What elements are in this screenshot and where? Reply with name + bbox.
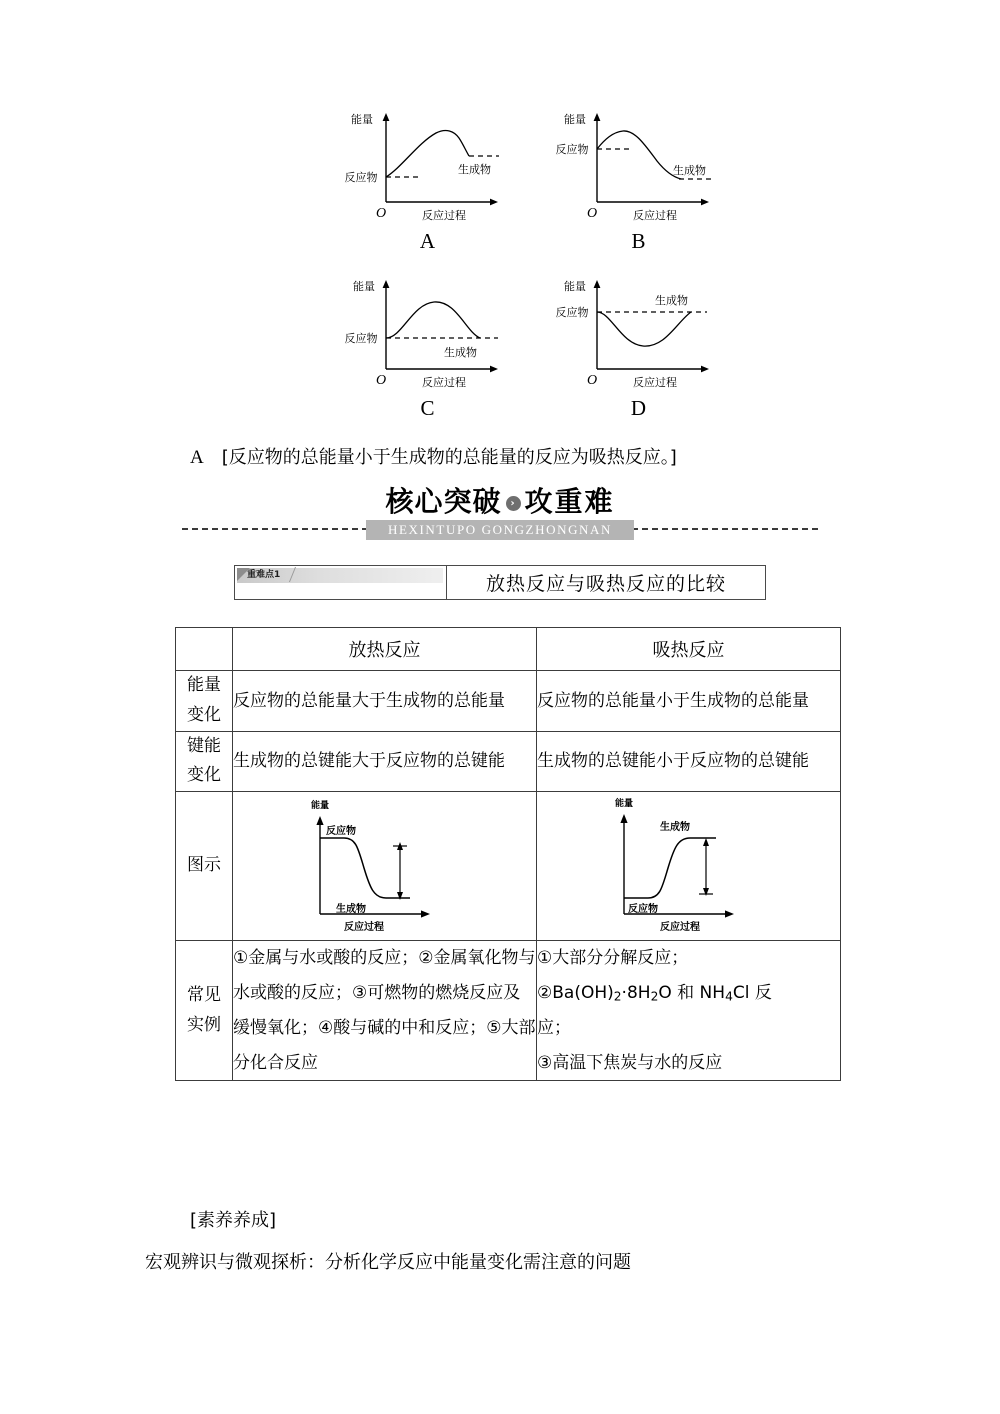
option-cell-a bbox=[340, 105, 515, 264]
cell-bond-energy-endo: 生成物的总键能小于反应物的总键能 bbox=[537, 731, 841, 792]
subheading-badge-cell bbox=[235, 566, 447, 599]
header-blank bbox=[176, 628, 233, 671]
banner-title-part2: 攻重难 bbox=[524, 485, 615, 518]
energy-diagram-b bbox=[551, 105, 726, 225]
formula-mid: ·8H bbox=[621, 982, 651, 1003]
banner-pinyin: HEXINTUPO GONGZHONGNAN bbox=[366, 520, 634, 540]
subheading-title: 放热反应与吸热反应的比较 bbox=[485, 573, 726, 595]
chevron-right-icon: › bbox=[506, 496, 521, 511]
banner-title-part1: 核心突破 bbox=[385, 485, 502, 518]
row-label-line1: 能量 bbox=[187, 675, 221, 695]
formula-sub-3: 4 bbox=[725, 989, 733, 1004]
origin-label-a: O bbox=[376, 206, 387, 221]
header-exothermic: 放热反应 bbox=[233, 628, 537, 671]
row-label-line1: 图示 bbox=[187, 855, 221, 876]
cell-examples-endo bbox=[537, 941, 841, 1081]
endo-example-item-2-cont: 应； bbox=[537, 1017, 571, 1038]
option-letter-b: B bbox=[631, 229, 646, 253]
origin-label-b: O bbox=[587, 206, 598, 221]
axis-x-label-a: 反应过程 bbox=[422, 209, 466, 222]
endo-axis-x-label: 反应过程 bbox=[659, 921, 700, 933]
row-label-line2: 变化 bbox=[187, 704, 221, 725]
cell-diagram-endo bbox=[537, 792, 841, 941]
section-banner bbox=[0, 485, 1000, 550]
table-header-row bbox=[176, 628, 841, 671]
comparison-table bbox=[175, 627, 841, 1081]
axis-x-label-b: 反应过程 bbox=[633, 209, 677, 222]
row-label-line2: 变化 bbox=[187, 765, 221, 786]
literacy-tag: [素养养成] bbox=[190, 1210, 277, 1231]
banner-title-wrap bbox=[0, 485, 1000, 518]
endo-reactant-label: 反应物 bbox=[627, 903, 658, 915]
option-cell-c bbox=[340, 272, 515, 431]
option-diagrams-block bbox=[340, 105, 740, 431]
product-label-b: 生成物 bbox=[673, 164, 706, 177]
cell-energy-change-exo: 反应物的总能量大于生成物的总能量 bbox=[233, 671, 537, 732]
cell-bond-energy-exo: 生成物的总键能大于反应物的总键能 bbox=[233, 731, 537, 792]
table-row-energy-change bbox=[176, 671, 841, 732]
literacy-line: 宏观辨识与微观探析：分析化学反应中能量变化需注意的问题 bbox=[145, 1252, 631, 1273]
row-label-line2: 实例 bbox=[187, 1014, 221, 1035]
endo-example-item-3: ③高温下焦炭与水的反应 bbox=[537, 1052, 723, 1073]
option-cell-b bbox=[551, 105, 726, 264]
answer-explanation: [反应物的总能量小于生成物的总能量的反应为吸热反应。] bbox=[221, 447, 677, 468]
exo-axis-y-label: 能量 bbox=[310, 800, 329, 811]
header-endothermic: 吸热反应 bbox=[537, 628, 841, 671]
energy-diagram-a bbox=[340, 105, 515, 225]
answer-line bbox=[190, 443, 677, 469]
row-label-line1: 常见 bbox=[187, 984, 221, 1005]
row-label-diagram bbox=[176, 792, 233, 941]
exo-product-label: 生成物 bbox=[335, 903, 366, 915]
formula-post: Cl 反 bbox=[732, 982, 772, 1003]
answer-letter: A bbox=[190, 447, 204, 468]
axis-y-label-b: 能量 bbox=[564, 113, 586, 126]
table-row-diagram bbox=[176, 792, 841, 941]
row-label-line1: 键能 bbox=[187, 735, 221, 756]
table-row-bond-energy-change bbox=[176, 731, 841, 792]
axis-y-label-c: 能量 bbox=[353, 280, 375, 293]
reactant-label-d: 反应物 bbox=[555, 306, 589, 319]
row-label-bond-energy-change bbox=[176, 731, 233, 792]
option-cell-d bbox=[551, 272, 726, 431]
cell-examples-exo: ①金属与水或酸的反应；②金属氧化物与水或酸的反应；③可燃物的燃烧反应及缓慢氧化；④酸与碱的中和反应；⑤大部分化合反应 bbox=[233, 941, 537, 1081]
formula-mid-2: O 和 NH bbox=[658, 982, 726, 1003]
exo-reactant-label: 反应物 bbox=[325, 825, 356, 837]
row-label-energy-change bbox=[176, 671, 233, 732]
product-label-d: 生成物 bbox=[655, 294, 688, 307]
energy-diagram-d bbox=[551, 272, 726, 392]
table-row-common-examples bbox=[176, 941, 841, 1081]
endo-axis-y-label: 能量 bbox=[614, 798, 633, 809]
option-row-cd bbox=[340, 272, 740, 431]
formula-sub-1: 2 bbox=[613, 989, 622, 1004]
axis-x-label-d: 反应过程 bbox=[633, 376, 677, 389]
product-label-c: 生成物 bbox=[444, 346, 477, 359]
endothermic-energy-diagram bbox=[564, 794, 814, 934]
origin-label-c: O bbox=[376, 373, 387, 388]
axis-x-label-c: 反应过程 bbox=[422, 376, 466, 389]
reactant-label-b: 反应物 bbox=[555, 143, 589, 156]
option-letter-d: D bbox=[630, 396, 647, 420]
endo-example-item-2 bbox=[537, 976, 840, 1011]
reactant-label-a: 反应物 bbox=[344, 171, 378, 184]
formula-sub-2: 2 bbox=[650, 989, 659, 1004]
axis-y-label-a: 能量 bbox=[351, 113, 373, 126]
subheading-bar bbox=[234, 565, 766, 600]
formula-pre: ②Ba(OH) bbox=[537, 982, 614, 1003]
banner-title bbox=[375, 485, 624, 518]
endo-product-label: 生成物 bbox=[659, 821, 690, 833]
option-letter-a: A bbox=[419, 229, 436, 253]
option-row-ab bbox=[340, 105, 740, 264]
product-label-a: 生成物 bbox=[458, 163, 491, 176]
axis-y-label-d: 能量 bbox=[564, 280, 586, 293]
endo-example-item-1: ①大部分分解反应； bbox=[537, 948, 689, 968]
row-label-common-examples bbox=[176, 941, 233, 1081]
badge-label: 重难点1 bbox=[247, 570, 281, 580]
option-letter-c: C bbox=[420, 396, 435, 420]
exothermic-energy-diagram bbox=[260, 794, 510, 934]
exo-axis-x-label: 反应过程 bbox=[343, 921, 384, 933]
reactant-label-c: 反应物 bbox=[344, 332, 378, 345]
energy-diagram-c bbox=[340, 272, 515, 392]
origin-label-d: O bbox=[587, 373, 598, 388]
cell-energy-change-endo: 反应物的总能量小于生成物的总能量 bbox=[537, 671, 841, 732]
cell-diagram-exo bbox=[233, 792, 537, 941]
